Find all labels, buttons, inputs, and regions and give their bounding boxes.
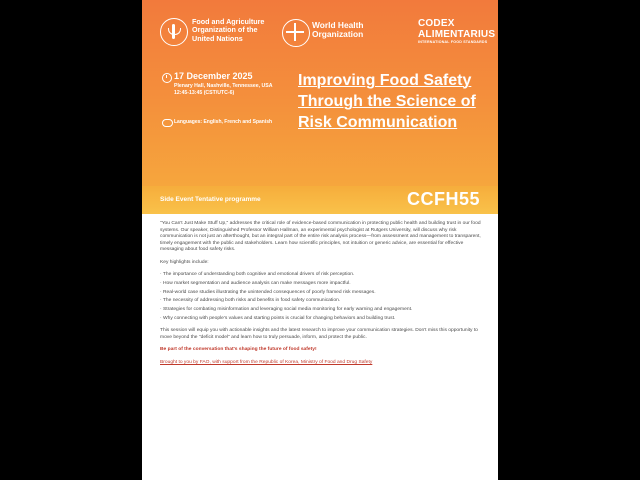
event-title bbox=[298, 70, 494, 133]
event-venue bbox=[174, 83, 294, 97]
title-line-1: Improving Food Safety bbox=[298, 72, 472, 89]
flyer-header bbox=[142, 0, 498, 186]
sponsor-link[interactable]: Brought to you by FAO, with support from the Republic of Korea, Ministry of Food and Drug Safety bbox=[160, 359, 373, 365]
list-item: · Strategies for combating misinformation and leveraging social media monitoring for early warning and engagement. bbox=[160, 307, 482, 314]
who-name: World Health Organization bbox=[312, 20, 364, 40]
list-item: · Why connecting with people's values and starting points is crucial for changing behaviors and building trust. bbox=[160, 316, 482, 323]
codex-logo bbox=[418, 18, 495, 45]
list-item: · The necessity of addressing both risks and benefits in food safety communication. bbox=[160, 298, 482, 305]
fao-name: Food and Agriculture Organization of the United Nations bbox=[192, 17, 265, 43]
intro-paragraph: "You Can't Just Make Stuff Up," addresses the critical role of evidence-based communication in protecting public health and building trust in our food systems. Our speaker, Distinguished Professor William Hallman, an experimental psychologist at Rutgers University, will discuss why risk communication is not just an afterthought, but an integral part of the entire risk analysis process—from assessment and management to transparent, timely engagement with the public and stakeholders. Learn how scientific principles, not intuition or generic advice, are essential for effective messaging about food safety risks. bbox=[160, 221, 481, 252]
highlights-list bbox=[160, 272, 482, 322]
time-line: 12:45-13:45 (CST/UTC-6) bbox=[174, 90, 235, 96]
list-item: · The importance of understanding both cognitive and emotional drivers of risk perception. bbox=[160, 272, 482, 279]
programme-band bbox=[142, 186, 498, 214]
title-line-3: Risk Communication bbox=[298, 114, 458, 131]
venue-line: Plenary Hall, Nashville, Tennessee, USA bbox=[174, 83, 273, 89]
flyer-body bbox=[160, 221, 482, 372]
speech-bubble-icon bbox=[162, 119, 173, 127]
highlights-intro: Key highlights include: bbox=[160, 259, 209, 265]
list-item: · How market segmentation and audience analysis can make messages more impactful. bbox=[160, 281, 482, 288]
codex-line3: INTERNATIONAL FOOD STANDARDS bbox=[418, 40, 488, 44]
languages: Languages: English, French and Spanish bbox=[174, 119, 273, 125]
who-logo-icon bbox=[282, 19, 310, 47]
flyer-page bbox=[142, 0, 498, 480]
closing-paragraph: This session will equip you with actionable insights and the latest research to improve your communication strategies. Don't miss this opportunity to move beyond the "deficit model" and learn how to truly persuade, inform, and protect the public. bbox=[160, 328, 478, 340]
list-item: · Real-world case studies illustrating the unintended consequences of poorly framed risk messages. bbox=[160, 290, 482, 297]
fao-logo-icon bbox=[160, 18, 188, 46]
call-to-action: Be part of the conversation that's shaping the future of food safety! bbox=[160, 347, 317, 353]
event-date: 17 December 2025 bbox=[174, 71, 253, 81]
clock-icon bbox=[162, 73, 172, 83]
session-code: CCFH55 bbox=[406, 189, 480, 209]
codex-line1: CODEX bbox=[418, 18, 455, 29]
title-line-2: Through the Science of bbox=[298, 93, 476, 110]
logo-row bbox=[160, 16, 496, 52]
side-event-label: Side Event Tentative programme bbox=[160, 196, 261, 203]
codex-line2: ALIMENTARIUS bbox=[418, 29, 496, 40]
